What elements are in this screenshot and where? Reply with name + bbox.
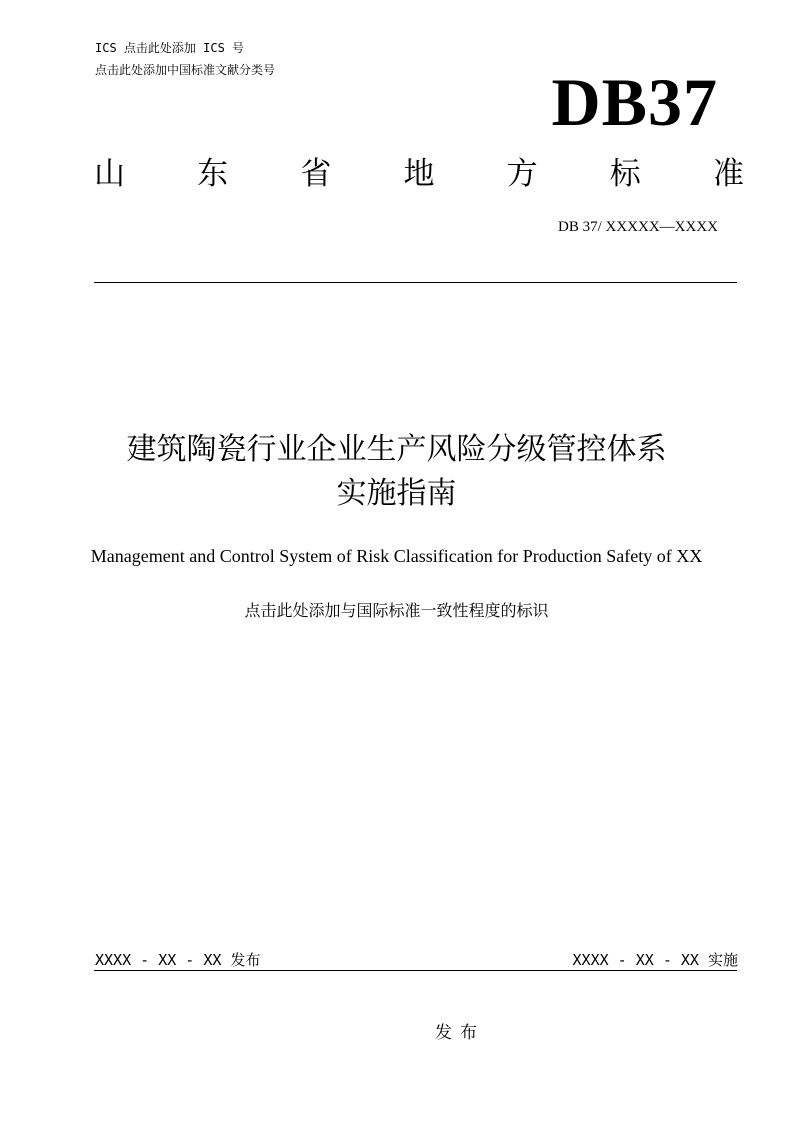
standard-type-char: 标 [609, 156, 641, 192]
bottom-divider [94, 970, 737, 971]
top-divider [94, 282, 737, 283]
db37-logo: DB37 [551, 64, 718, 140]
issuer-label: 发布 [435, 1023, 485, 1043]
standard-type-char: 东 [197, 156, 229, 192]
document-title-cn [0, 428, 793, 516]
ics-code: ICS 点击此处添加 ICS 号 [95, 41, 245, 55]
standard-type-char: 方 [506, 156, 538, 192]
title-line-2: 实施指南 [336, 476, 457, 511]
title-line-1: 建筑陶瓷行业企业生产风险分级管控体系 [126, 432, 667, 467]
standard-type-char: 省 [300, 156, 332, 192]
implementation-date: XXXX - XX - XX 实施 [572, 951, 738, 969]
document-title-en: Management and Control System of Risk Classification for Production Safety of XX [90, 546, 703, 566]
issue-date: XXXX - XX - XX 发布 [95, 951, 261, 969]
standard-number: DB 37/ XXXXX—XXXX [558, 219, 718, 235]
classification-code: 点击此处添加中国标准文献分类号 [95, 63, 276, 77]
standard-type-heading [94, 152, 744, 196]
standard-type-char: 地 [403, 156, 435, 192]
consistency-note: 点击此处添加与国际标准一致性程度的标识 [244, 601, 549, 620]
standard-type-char: 山 [94, 156, 125, 192]
standard-type-char: 准 [712, 156, 744, 192]
